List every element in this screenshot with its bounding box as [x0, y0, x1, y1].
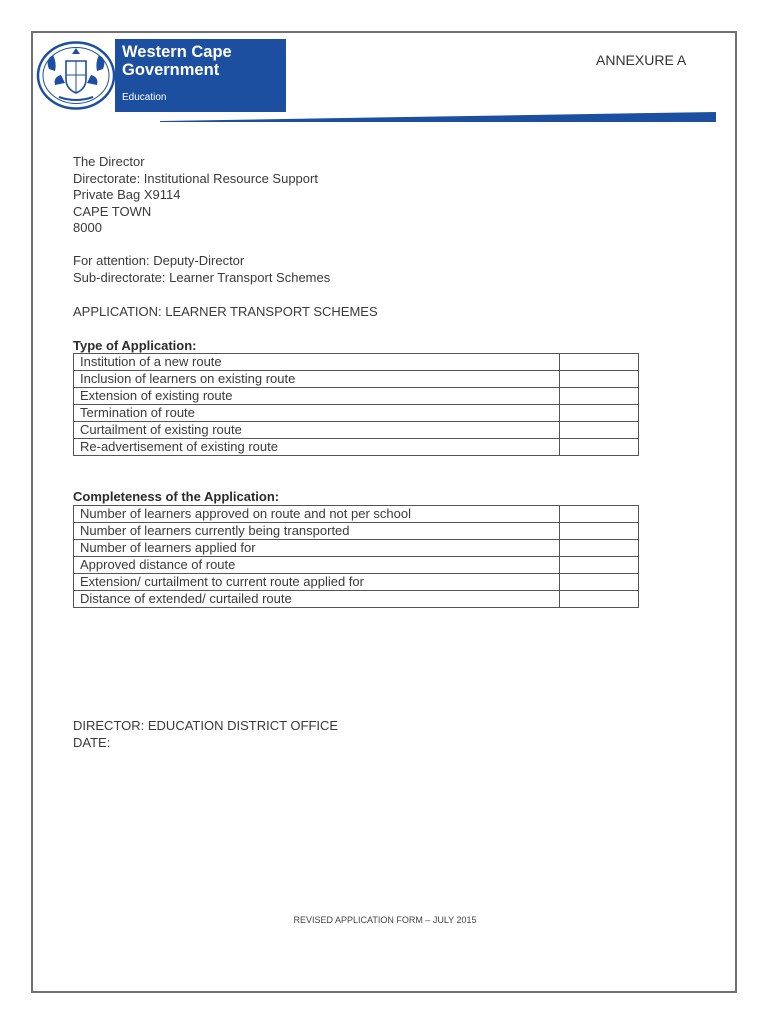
table-row: [74, 557, 639, 574]
table-row: [74, 371, 639, 388]
value-cell[interactable]: [560, 557, 639, 574]
completeness-table: [73, 505, 639, 608]
application-title: APPLICATION: LEARNER TRANSPORT SCHEMES: [73, 304, 378, 319]
table-row: [74, 540, 639, 557]
row-label: Number of learners approved on route and not per school: [74, 506, 560, 523]
value-cell[interactable]: [560, 506, 639, 523]
brand-name-line1: Western Cape: [122, 43, 232, 61]
checkbox-cell[interactable]: [560, 371, 639, 388]
row-label: Inclusion of learners on existing route: [74, 371, 560, 388]
address-line: Directorate: Institutional Resource Support: [73, 170, 318, 186]
value-cell[interactable]: [560, 540, 639, 557]
annexure-label: ANNEXURE A: [596, 52, 687, 68]
table-row: [74, 388, 639, 405]
row-label: Number of learners applied for: [74, 540, 560, 557]
signoff-line: DIRECTOR: EDUCATION DISTRICT OFFICE: [73, 718, 339, 733]
row-label: Number of learners currently being transported: [74, 523, 560, 540]
checkbox-cell[interactable]: [560, 405, 639, 422]
table-row: [74, 405, 639, 422]
table-row: [74, 422, 639, 439]
attention-line: For attention: Deputy-Director: [73, 253, 245, 268]
row-label: Termination of route: [74, 405, 560, 422]
attention-line: Sub-directorate: Learner Transport Schemes: [73, 269, 331, 285]
address-line: CAPE TOWN: [73, 203, 152, 219]
value-cell[interactable]: [560, 591, 639, 608]
coat-of-arms-icon: [35, 39, 117, 112]
government-logo: [35, 39, 286, 112]
checkbox-cell[interactable]: [560, 422, 639, 439]
row-label: Curtailment of existing route: [74, 422, 560, 439]
signoff-block: [73, 718, 338, 751]
row-label: Distance of extended/ curtailed route: [74, 591, 560, 608]
row-label: Extension/ curtailment to current route applied for: [74, 574, 560, 591]
value-cell[interactable]: [560, 574, 639, 591]
department-name: Education: [122, 92, 167, 103]
table-row: [74, 591, 639, 608]
table-row: [74, 439, 639, 456]
checkbox-cell[interactable]: [560, 354, 639, 371]
recipient-address: [73, 154, 318, 237]
address-line: Private Bag X9114: [73, 187, 181, 202]
attention-block: [73, 253, 330, 286]
signoff-line: DATE:: [73, 734, 111, 750]
address-line: 8000: [73, 220, 102, 235]
value-cell[interactable]: [560, 523, 639, 540]
brand-name-line2: Government: [122, 61, 220, 79]
row-label: Institution of a new route: [74, 354, 560, 371]
type-of-application-heading: Type of Application:: [73, 338, 197, 353]
row-label: Extension of existing route: [74, 388, 560, 405]
type-of-application-table: [73, 353, 639, 456]
completeness-heading: Completeness of the Application:: [73, 489, 280, 504]
checkbox-cell[interactable]: [560, 439, 639, 456]
footer-note: REVISED APPLICATION FORM – JULY 2015: [293, 915, 477, 925]
table-row: [74, 574, 639, 591]
checkbox-cell[interactable]: [560, 388, 639, 405]
brand-panel: [115, 39, 286, 112]
header-rule: [160, 110, 716, 122]
table-row: [74, 506, 639, 523]
address-line: The Director: [73, 154, 145, 169]
table-row: [74, 523, 639, 540]
row-label: Re-advertisement of existing route: [74, 439, 560, 456]
row-label: Approved distance of route: [74, 557, 560, 574]
table-row: [74, 354, 639, 371]
